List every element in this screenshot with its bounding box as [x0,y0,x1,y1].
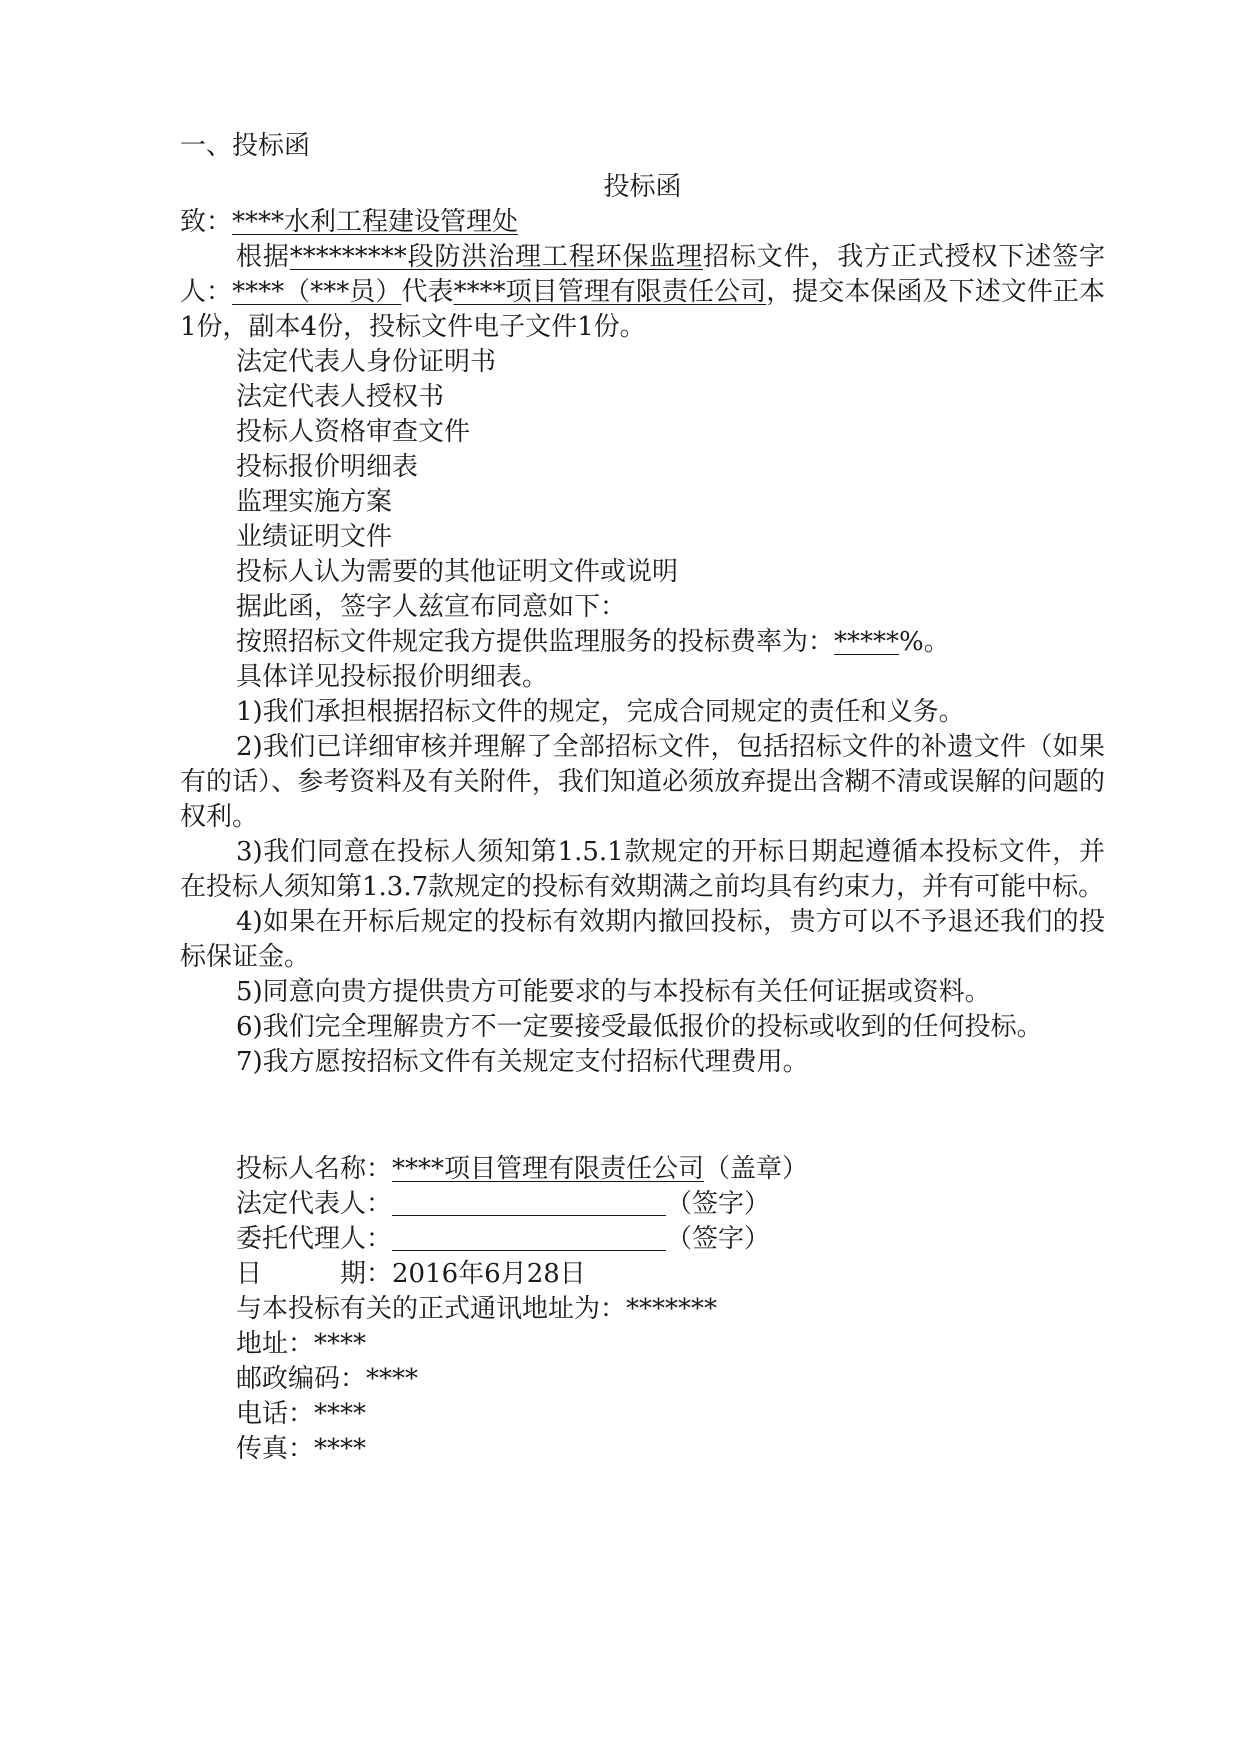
bidder-name: ****项目管理有限责任公司 [392,1154,705,1184]
document-list-item: 业绩证明文件 [236,522,393,552]
bidder-label: 投标人名称： [236,1154,393,1184]
clause-4: 4)如果在开标后规定的投标有效期内撤回投标，贵方可以不予退还我们的投标保证金。 [180,907,1105,972]
fax-line: 传真：**** [236,1434,367,1464]
address-intro: 与本投标有关的正式通讯地址为：******* [236,1294,718,1324]
agent-label: 委托代理人： [236,1224,393,1254]
bidder-name-line [180,1152,1105,1187]
fee-rate-suffix: %。 [899,627,950,657]
detail-note: 具体详见投标报价明细表。 [236,662,549,692]
document-list-item: 监理实施方案 [236,487,393,517]
declaration-text: 据此函，签字人兹宣布同意如下： [236,592,627,622]
document-list-item: 法定代表人授权书 [236,382,445,412]
agent-signature-blank [392,1224,666,1251]
legal-rep-signature-blank [392,1189,666,1216]
document-body [180,129,1105,1467]
date-label: 日 期： [236,1259,393,1289]
legal-rep-label: 法定代表人： [236,1189,393,1219]
document-list-item: 投标人认为需要的其他证明文件或说明 [236,557,679,587]
document-title: 投标函 [603,172,682,202]
project-name: *********段防洪治理工程环保监理 [289,242,703,272]
date-line [180,1257,1105,1292]
date-value: 2016年6月28日 [392,1259,586,1289]
postcode-line: 邮政编码：**** [236,1364,419,1394]
salutation [180,205,1105,240]
recipient-name: ****水利工程建设管理处 [232,207,519,237]
salutation-prefix: 致： [180,207,233,237]
section-heading: 一、投标函 [180,131,311,161]
fee-rate-prefix: 按照招标文件规定我方提供监理服务的投标费率为： [236,627,835,657]
fee-rate-line [180,625,1105,660]
company-name: ****项目管理有限责任公司 [453,277,767,307]
clause-3: 3)我们同意在投标人须知第1.5.1款规定的开标日期起遵循本投标文件，并在投标人须知第1.3.7款规定的投标有效期满之前均具有约束力，并有可能中标。 [180,837,1105,902]
intro-text-4: ，提交本保函及下述文件正本1份，副本4份，投标文件电子文件1份。 [180,277,1105,342]
document-list-item: 法定代表人身份证明书 [236,347,497,377]
intro-paragraph [180,240,1105,345]
agent-line [180,1222,1105,1257]
clause-7: 7)我方愿按招标文件有关规定支付招标代理费用。 [236,1047,809,1077]
clause-2: 2)我们已详细审核并理解了全部招标文件，包括招标文件的补遗文件（如果有的话）、参考资料及有关附件，我们知道必须放弃提出含糊不清或误解的问题的权利。 [180,732,1105,832]
document-list-item: 投标人资格审查文件 [236,417,471,447]
signature-block [180,1152,1105,1467]
intro-text-1: 根据 [236,242,290,272]
signer-name: ****（***员） [232,277,402,307]
legal-rep-line [180,1187,1105,1222]
agent-sign-note: （签字） [666,1224,771,1254]
fee-rate-value: ***** [834,627,900,657]
phone-line: 电话：**** [236,1399,367,1429]
clause-6: 6)我们完全理解贵方不一定要接受最低报价的投标或收到的任何投标。 [236,1012,1043,1042]
seal-note: （盖章） [704,1154,809,1184]
intro-text-2: 招标文件，我方正式授权下述签字人： [180,242,1105,307]
intro-text-3: 代表 [401,277,454,307]
legal-rep-sign-note: （签字） [666,1189,771,1219]
address-line: 地址：**** [236,1329,367,1359]
clause-1: 1)我们承担根据招标文件的规定，完成合同规定的责任和义务。 [236,697,965,727]
document-list-item: 投标报价明细表 [236,452,419,482]
clause-5: 5)同意向贵方提供贵方可能要求的与本投标有关任何证据或资料。 [236,977,991,1007]
